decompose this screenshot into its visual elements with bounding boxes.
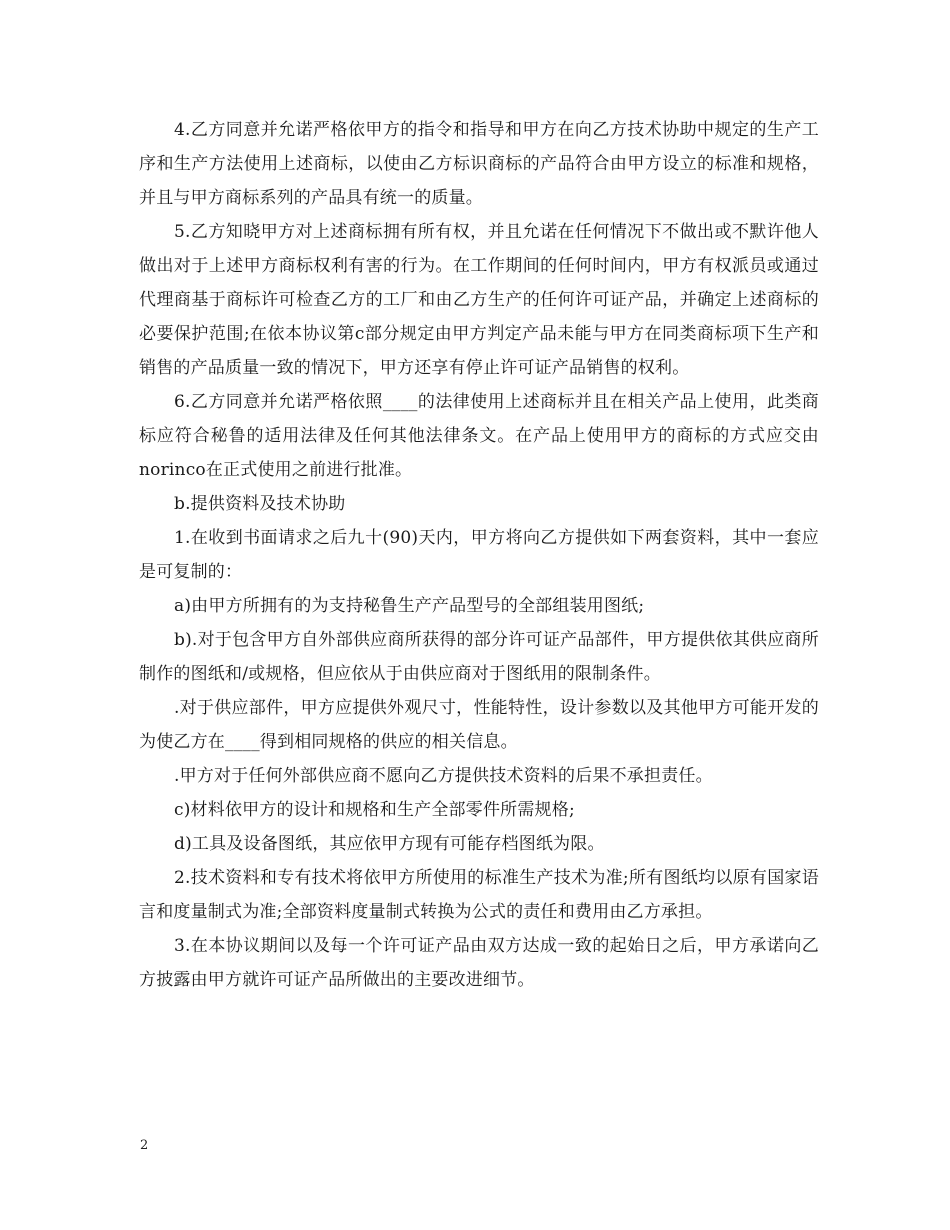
paragraph-b-2: 2.技术资料和专有技术将依甲方所使用的标准生产技术为准;所有图纸均以原有国家语言和度量制式为准;全部资料度量制式转换为公式的责任和费用由乙方承担。 (139, 868, 819, 922)
document-body (139, 113, 819, 997)
paragraph-no-liability: .甲方对于任何外部供应商不愿向乙方提供技术资料的后果不承担责任。 (174, 766, 713, 786)
section-heading-b: b.提供资料及技术协助 (174, 494, 346, 514)
paragraph-b-1-b: b).对于包含甲方自外部供应商所获得的部分许可证产品部件，甲方提供依其供应商所制作的图纸和/或规格，但应依从于由供应商对于图纸用的限制条件。 (139, 630, 819, 684)
paragraph-b-1-c: c)材料依甲方的设计和规格和生产全部零件所需规格; (174, 800, 575, 820)
paragraph-b-1: 1.在收到书面请求之后九十(90)天内，甲方将向乙方提供如下两套资料，其中一套应是可复制的： (139, 528, 819, 582)
paragraph-b-1-a: a)由甲方所拥有的为支持秘鲁生产产品型号的全部组装用图纸; (174, 596, 645, 616)
paragraph-clause-5: 5.乙方知晓甲方对上述商标拥有所有权，并且允诺在任何情况下不做出或不默许他人做出对于上述甲方商标权利有害的行为。在工作期间的任何时间内，甲方有权派员或通过代理商基于商标许可检查乙方的工厂和由乙方生产的任何许可证产品，并确定上述商标的必要保护范围;在依本协议第c部分规定由甲方判定产品未能与甲方在同类商标项下生产和销售的产品质量一致的情况下，甲方还享有停止许可证产品销售的权利。 (139, 222, 819, 378)
paragraph-clause-4: 4.乙方同意并允诺严格依甲方的指令和指导和甲方在向乙方技术协助中规定的生产工序和生产方法使用上述商标，以使由乙方标识商标的产品符合由甲方设立的标准和规格，并且与甲方商标系列的产品具有统一的质量。 (139, 120, 819, 208)
paragraph-supply-parts: .对于供应部件，甲方应提供外观尺寸，性能特性，设计参数以及其他甲方可能开发的为使乙方在____得到相同规格的供应的相关信息。 (139, 698, 819, 752)
paragraph-b-1-d: d)工具及设备图纸，其应依甲方现有可能存档图纸为限。 (174, 834, 605, 854)
paragraph-clause-6: 6.乙方同意并允诺严格依照____的法律使用上述商标并且在相关产品上使用，此类商标应符合秘鲁的适用法律及任何其他法律条文。在产品上使用甲方的商标的方式应交由norinco在正式使用之前进行批准。 (139, 392, 819, 480)
paragraph-b-3: 3.在本协议期间以及每一个许可证产品由双方达成一致的起始日之后，甲方承诺向乙方披露由甲方就许可证产品所做出的主要改进细节。 (139, 936, 819, 990)
page-number: 2 (140, 1138, 149, 1153)
